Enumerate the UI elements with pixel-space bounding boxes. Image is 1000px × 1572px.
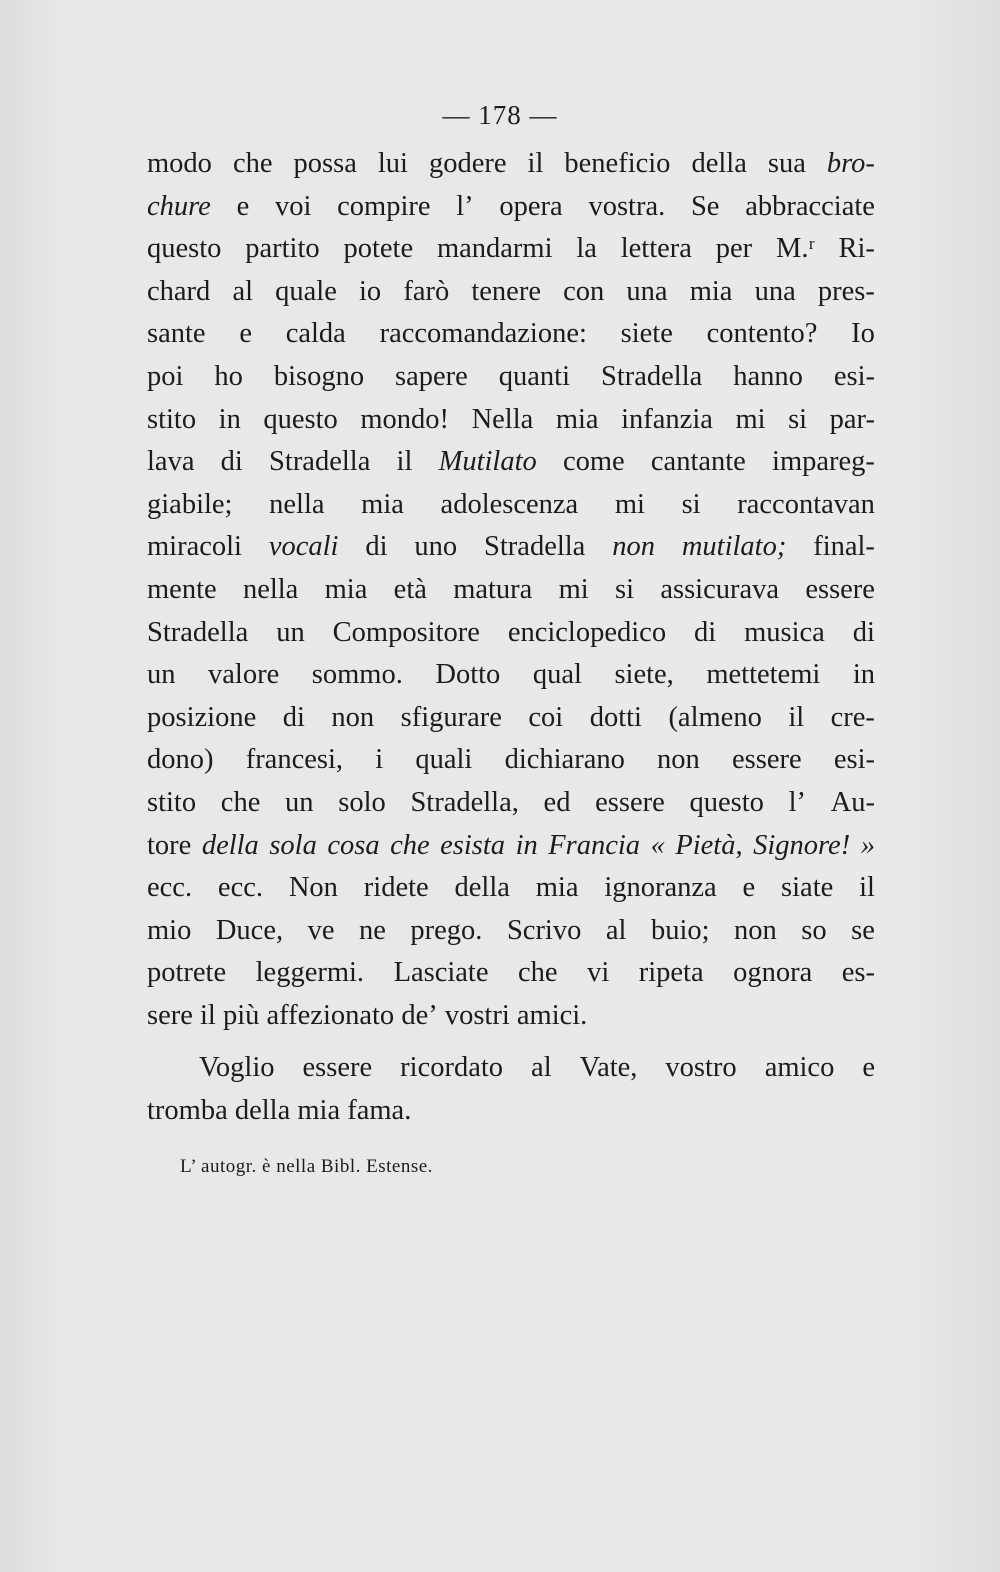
footnote: L’ autogr. è nella Bibl. Estense. <box>180 1156 433 1177</box>
text-line: posizione di non sfigurare coi dotti (almeno il cre- <box>147 701 875 733</box>
text-line: stito in questo mondo! Nella mia infanzia mi si par- <box>147 403 875 435</box>
text-line: Stradella un Compositore enciclopedico di musica di <box>147 616 875 648</box>
text-line: sere il più affezionato de’ vostri amici. <box>147 999 588 1031</box>
text-line: giabile; nella mia adolescenza mi si raccontavan <box>147 488 875 520</box>
page-number: — 178 — <box>442 100 558 130</box>
text-line: chure e voi compire l’ opera vostra. Se abbracciate <box>147 190 875 222</box>
text-line: mente nella mia età matura mi si assicurava essere <box>147 573 875 605</box>
text-line: dono) francesi, i quali dichiarano non essere esi- <box>147 744 875 776</box>
text-line: tromba della mia fama. <box>147 1094 412 1126</box>
text-line: poi ho bisogno sapere quanti Stradella hanno esi- <box>147 360 875 392</box>
text-line: stito che un solo Stradella, ed essere questo l’ Au- <box>147 786 875 818</box>
text-line: questo partito potete mandarmi la lettera per M.ʳ Ri- <box>147 233 875 265</box>
text-line: un valore sommo. Dotto qual siete, mettetemi in <box>147 659 875 691</box>
text-line: tore della sola cosa che esista in Francia « Pietà, Signore! » <box>147 829 875 861</box>
text-line: miracoli vocali di uno Stradella non mutilato; final- <box>147 531 875 563</box>
text-line: mio Duce, ve ne prego. Scrivo al buio; non so se <box>147 914 875 946</box>
text-line: chard al quale io farò tenere con una mia una pres- <box>147 275 875 307</box>
text-line: potrete leggermi. Lasciate che vi ripeta ognora es- <box>147 957 875 989</box>
text-line: Voglio essere ricordato al Vate, vostro amico e <box>199 1052 875 1083</box>
text-line: modo che possa lui godere il beneficio della sua bro- <box>147 148 875 179</box>
text-line: lava di Stradella il Mutilato come cantante impareg- <box>147 446 875 478</box>
text-line: ecc. ecc. Non ridete della mia ignoranza e siate il <box>147 872 875 904</box>
closing-paragraph <box>147 1047 875 1132</box>
letter-paragraph <box>147 143 875 1037</box>
text-line: sante e calda raccomandazione: siete contento? Io <box>147 318 875 350</box>
